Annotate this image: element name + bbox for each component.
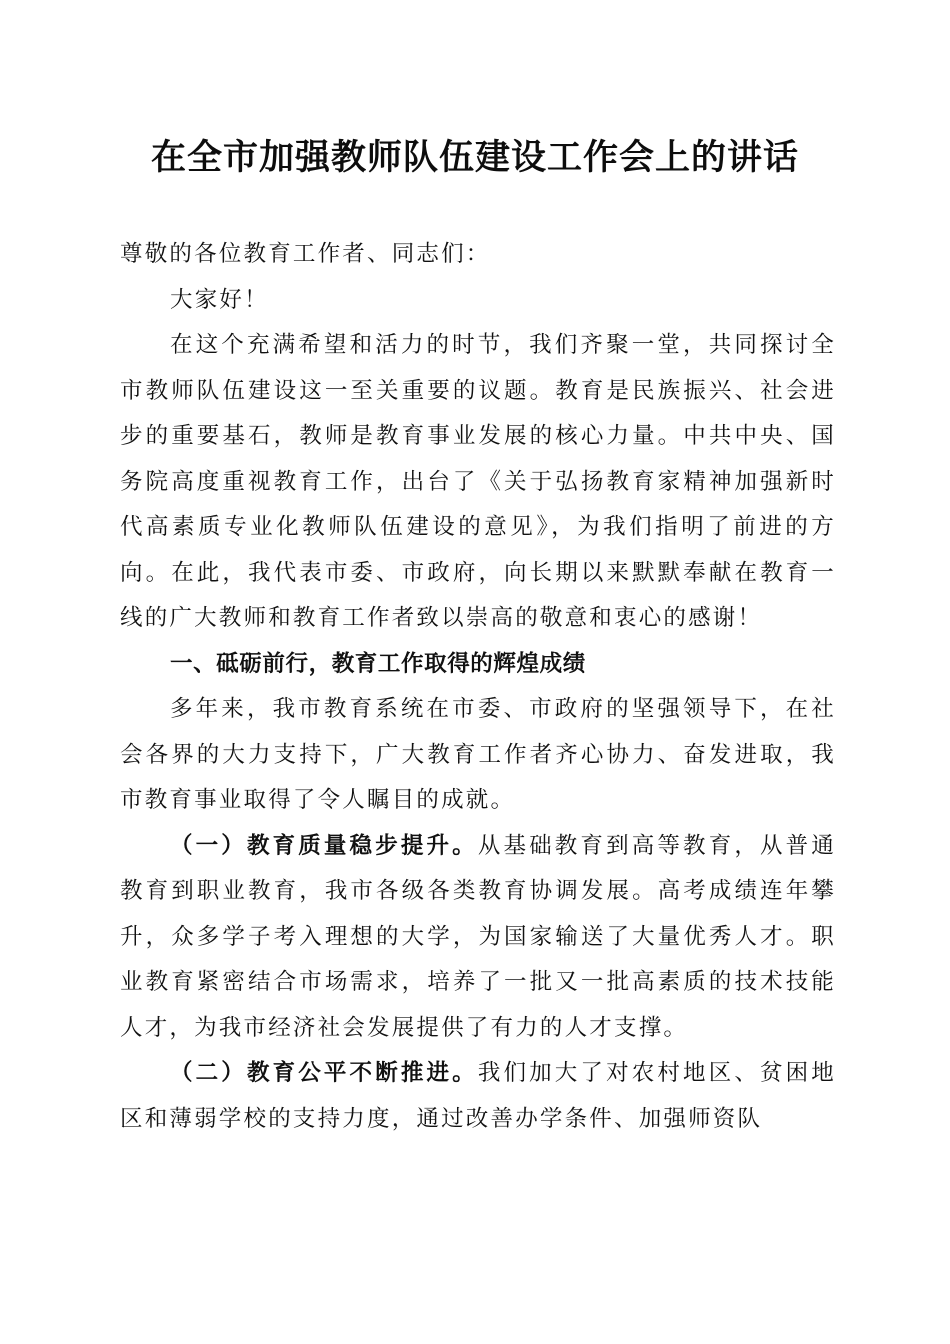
salutation: 尊敬的各位教育工作者、同志们： xyxy=(120,241,491,267)
document-title: 在全市加强教师队伍建设工作会上的讲话 xyxy=(150,137,799,178)
document-body xyxy=(120,232,836,1142)
greeting: 大家好！ xyxy=(170,286,269,313)
section-heading-1: 一、砥砺前行，教育工作取得的辉煌成绩 xyxy=(170,650,586,677)
point-2-body: 我们加大了对农村地区、贫困地区和薄弱学校的支持力度，通过改善办学条件、加强师资队 xyxy=(120,1060,836,1132)
point-2-lead: （二）教育公平不断推进。 xyxy=(170,1060,478,1086)
point-2-paragraph xyxy=(120,1051,836,1142)
point-1-body: 从基础教育到高等教育，从普通教育到职业教育，我市各级各类教育协调发展。高考成绩连年攀升，众多学子考入理想的大学，为国家输送了大量优秀人才。职业教育紧密结合市场需求，培养了一批又一批高素质的技术技能人才，为我市经济社会发展提供了有力的人才支撑。 xyxy=(120,832,836,1041)
point-1-paragraph xyxy=(120,824,836,1052)
point-1-lead: （一）教育质量稳步提升。 xyxy=(170,832,478,859)
section-1-intro: 多年来，我市教育系统在市委、市政府的坚强领导下，在社会各界的大力支持下，广大教育工作者齐心协力、奋发进取，我市教育事业取得了令人瞩目的成就。 xyxy=(120,696,836,813)
intro-paragraph: 在这个充满希望和活力的时节，我们齐聚一堂，共同探讨全市教师队伍建设这一至关重要的议题。教育是民族振兴、社会进步的重要基石，教师是教育事业发展的核心力量。中共中央、国务院高度重视教育工作，出台了《关于弘扬教育家精神加强新时代高素质专业化教师队伍建设的意见》，为我们指明了前进的方向。在此，我代表市委、市政府，向长期以来默默奉献在教育一线的广大教师和教育工作者致以崇高的敬意和衷心的感谢！ xyxy=(120,332,836,631)
